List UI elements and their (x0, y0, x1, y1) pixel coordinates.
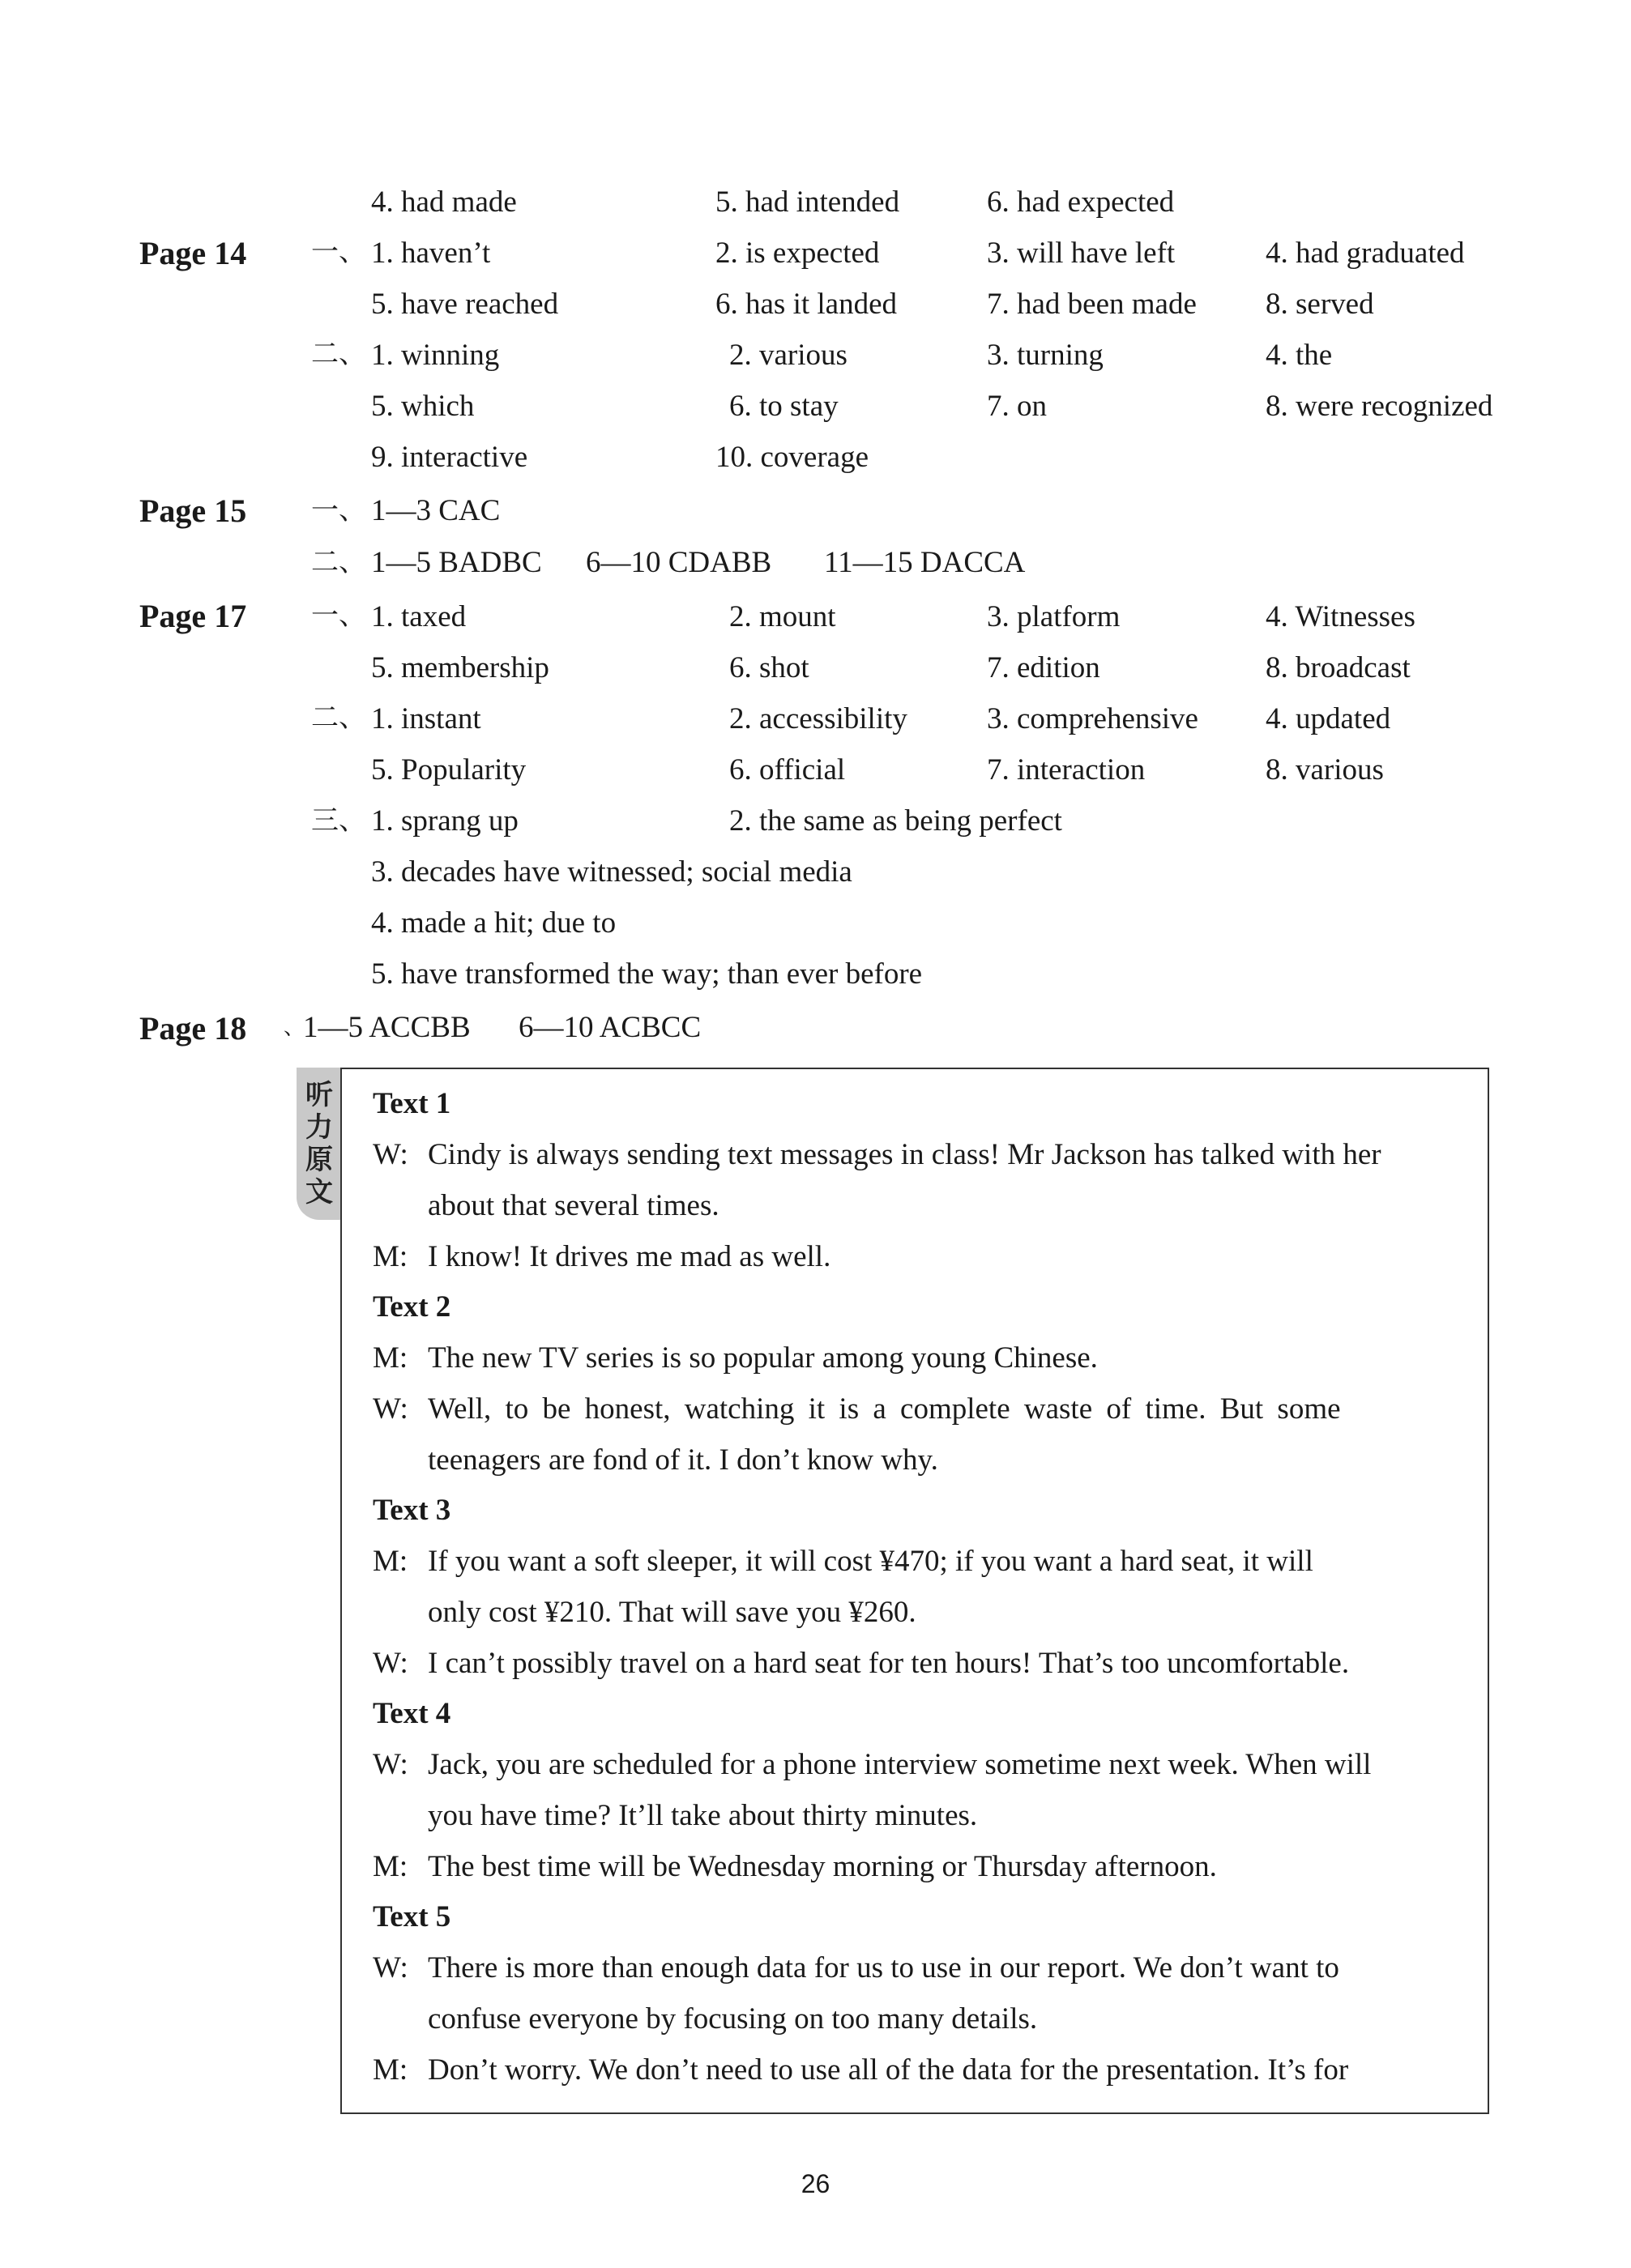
answer-item: 1. instant (371, 702, 481, 735)
answer-item: 1—5 BADBC (371, 546, 542, 579)
tab-char: 听 (305, 1079, 333, 1111)
answer-item: 3. turning (987, 339, 1104, 372)
speaker: M: (373, 1850, 408, 1883)
answer-item: 7. had been made (987, 288, 1197, 321)
page-15-label: Page 15 (139, 492, 247, 529)
speaker: W: (373, 1951, 408, 1985)
dialogue-line (373, 1750, 1371, 1780)
dialogue-line (373, 1343, 1098, 1373)
dialogue-text: Well, to be honest, watching it is a complete waste of time. But some (428, 1392, 1341, 1426)
answer-item: 1. sprang up (371, 804, 519, 838)
answer-item: 1. winning (371, 339, 500, 372)
answer-item: 2. is expected (715, 237, 880, 270)
section-marker: 三、 (311, 806, 366, 836)
page-18-label: Page 18 (139, 1010, 247, 1047)
answer-item: 5. Popularity (371, 753, 527, 787)
answer-item: 1—5 ACCBB (303, 1011, 471, 1044)
answer-item: 1. taxed (371, 600, 467, 633)
section-marker: 一、 (311, 601, 366, 631)
answer-item: 9. interactive (371, 441, 528, 474)
answer-item: 5. membership (371, 651, 549, 684)
tab-char: 力 (305, 1111, 333, 1144)
answer-item: 5. which (371, 390, 475, 423)
text-title: Text 1 (373, 1087, 451, 1120)
section-marker: 一、 (311, 237, 366, 267)
answer-item: 5. have reached (371, 288, 559, 321)
tab-char: 原 (305, 1144, 333, 1176)
text-title: Text 2 (373, 1290, 451, 1324)
section-marker: 二、 (311, 339, 366, 369)
dialogue-line (373, 1140, 1381, 1170)
answer-item: 8. broadcast (1266, 651, 1411, 684)
speaker: M: (373, 1545, 408, 1578)
answer-item: 2. mount (729, 600, 836, 633)
answer-item: 6. had expected (987, 185, 1175, 219)
answer-item: 4. made a hit; due to (371, 906, 617, 940)
answer-item: 5. had intended (715, 185, 900, 219)
answer-item: 6. has it landed (715, 288, 898, 321)
page-17-label: Page 17 (139, 598, 247, 634)
answer-item: 6. to stay (729, 390, 839, 423)
answer-item: 3. decades have witnessed; social media (371, 855, 852, 889)
dialogue-continuation: you have time? It’ll take about thirty minutes. (428, 1799, 978, 1832)
answer-item: 6. official (729, 753, 846, 787)
answer-item: 5. have transformed the way; than ever before (371, 957, 923, 991)
answer-item: 3. comprehensive (987, 702, 1198, 735)
answer-item: 4. Witnesses (1266, 600, 1415, 633)
section-marker: 二、 (311, 548, 366, 578)
answer-item: 7. on (987, 390, 1047, 423)
answer-item: 2. various (729, 339, 848, 372)
dialogue-line (373, 2055, 1348, 2085)
speaker: M: (373, 2053, 408, 2087)
answer-item: 3. platform (987, 600, 1121, 633)
dialogue-line (373, 1852, 1217, 1882)
page-14-label: Page 14 (139, 235, 247, 271)
answer-item: 10. coverage (715, 441, 869, 474)
speaker: W: (373, 1392, 408, 1426)
answer-item: 7. interaction (987, 753, 1146, 787)
answer-item: 8. various (1266, 753, 1384, 787)
speaker: W: (373, 1748, 408, 1781)
speaker: M: (373, 1341, 408, 1375)
answer-item: 2. the same as being perfect (729, 804, 1062, 838)
dialogue-continuation: confuse everyone by focusing on too many details. (428, 2002, 1038, 2036)
answer-item: 6. shot (729, 651, 809, 684)
answer-item: 8. served (1266, 288, 1374, 321)
section-marker: 二、 (311, 703, 366, 733)
answer-item: 2. accessibility (729, 702, 907, 735)
answer-item: 4. had made (371, 185, 517, 219)
dialogue-text: The new TV series is so popular among young Chinese. (428, 1341, 1098, 1375)
dialogue-continuation: only cost ¥210. That will save you ¥260. (428, 1596, 916, 1629)
page-number: 26 (801, 2169, 830, 2198)
dialogue-text: There is more than enough data for us to use in our report. We don’t want to (428, 1951, 1339, 1985)
answer-item: 3. will have left (987, 237, 1176, 270)
dialogue-text: If you want a soft sleeper, it will cost ¥470; if you want a hard seat, it will (428, 1545, 1313, 1578)
answer-item: 1—3 CAC (371, 494, 501, 527)
dialogue-text: I can’t possibly travel on a hard seat for ten hours! That’s too uncomfortable. (428, 1647, 1350, 1680)
text-title: Text 3 (373, 1494, 451, 1527)
dialogue-text: Cindy is always sending text messages in class! Mr Jackson has talked with her (428, 1138, 1381, 1171)
dialogue-continuation: teenagers are fond of it. I don’t know why. (428, 1443, 938, 1477)
dialogue-line (373, 1648, 1349, 1678)
dialogue-line (373, 1394, 1465, 1424)
dialogue-text: Jack, you are scheduled for a phone interview sometime next week. When will (428, 1748, 1372, 1781)
dialogue-text: Don’t worry. We don’t need to use all of the data for the presentation. It’s for (428, 2053, 1349, 2087)
section-marker: 一、 (311, 496, 366, 526)
dialogue-line (373, 1953, 1339, 1983)
speaker: W: (373, 1647, 408, 1680)
answer-item: 8. were recognized (1266, 390, 1493, 423)
answer-item: 4. updated (1266, 702, 1391, 735)
answer-item: 6—10 CDABB (586, 546, 772, 579)
answer-item: 4. had graduated (1266, 237, 1465, 270)
section-marker: 、 (284, 1016, 305, 1039)
dialogue-text: I know! It drives me mad as well. (428, 1240, 831, 1273)
answer-item: 4. the (1266, 339, 1333, 372)
answer-item: 11—15 DACCA (824, 546, 1026, 579)
speaker: W: (373, 1138, 408, 1171)
text-title: Text 4 (373, 1697, 451, 1730)
answer-item: 7. edition (987, 651, 1100, 684)
text-title: Text 5 (373, 1900, 451, 1933)
dialogue-line (373, 1546, 1313, 1576)
listening-script-tab (297, 1068, 342, 1220)
speaker: M: (373, 1240, 408, 1273)
dialogue-line (373, 1242, 830, 1272)
answer-item: 1. haven’t (371, 237, 491, 270)
dialogue-continuation: about that several times. (428, 1189, 719, 1222)
tab-char: 文 (305, 1176, 333, 1209)
dialogue-text: The best time will be Wednesday morning or Thursday afternoon. (428, 1850, 1217, 1883)
answer-item: 6—10 ACBCC (519, 1011, 702, 1044)
